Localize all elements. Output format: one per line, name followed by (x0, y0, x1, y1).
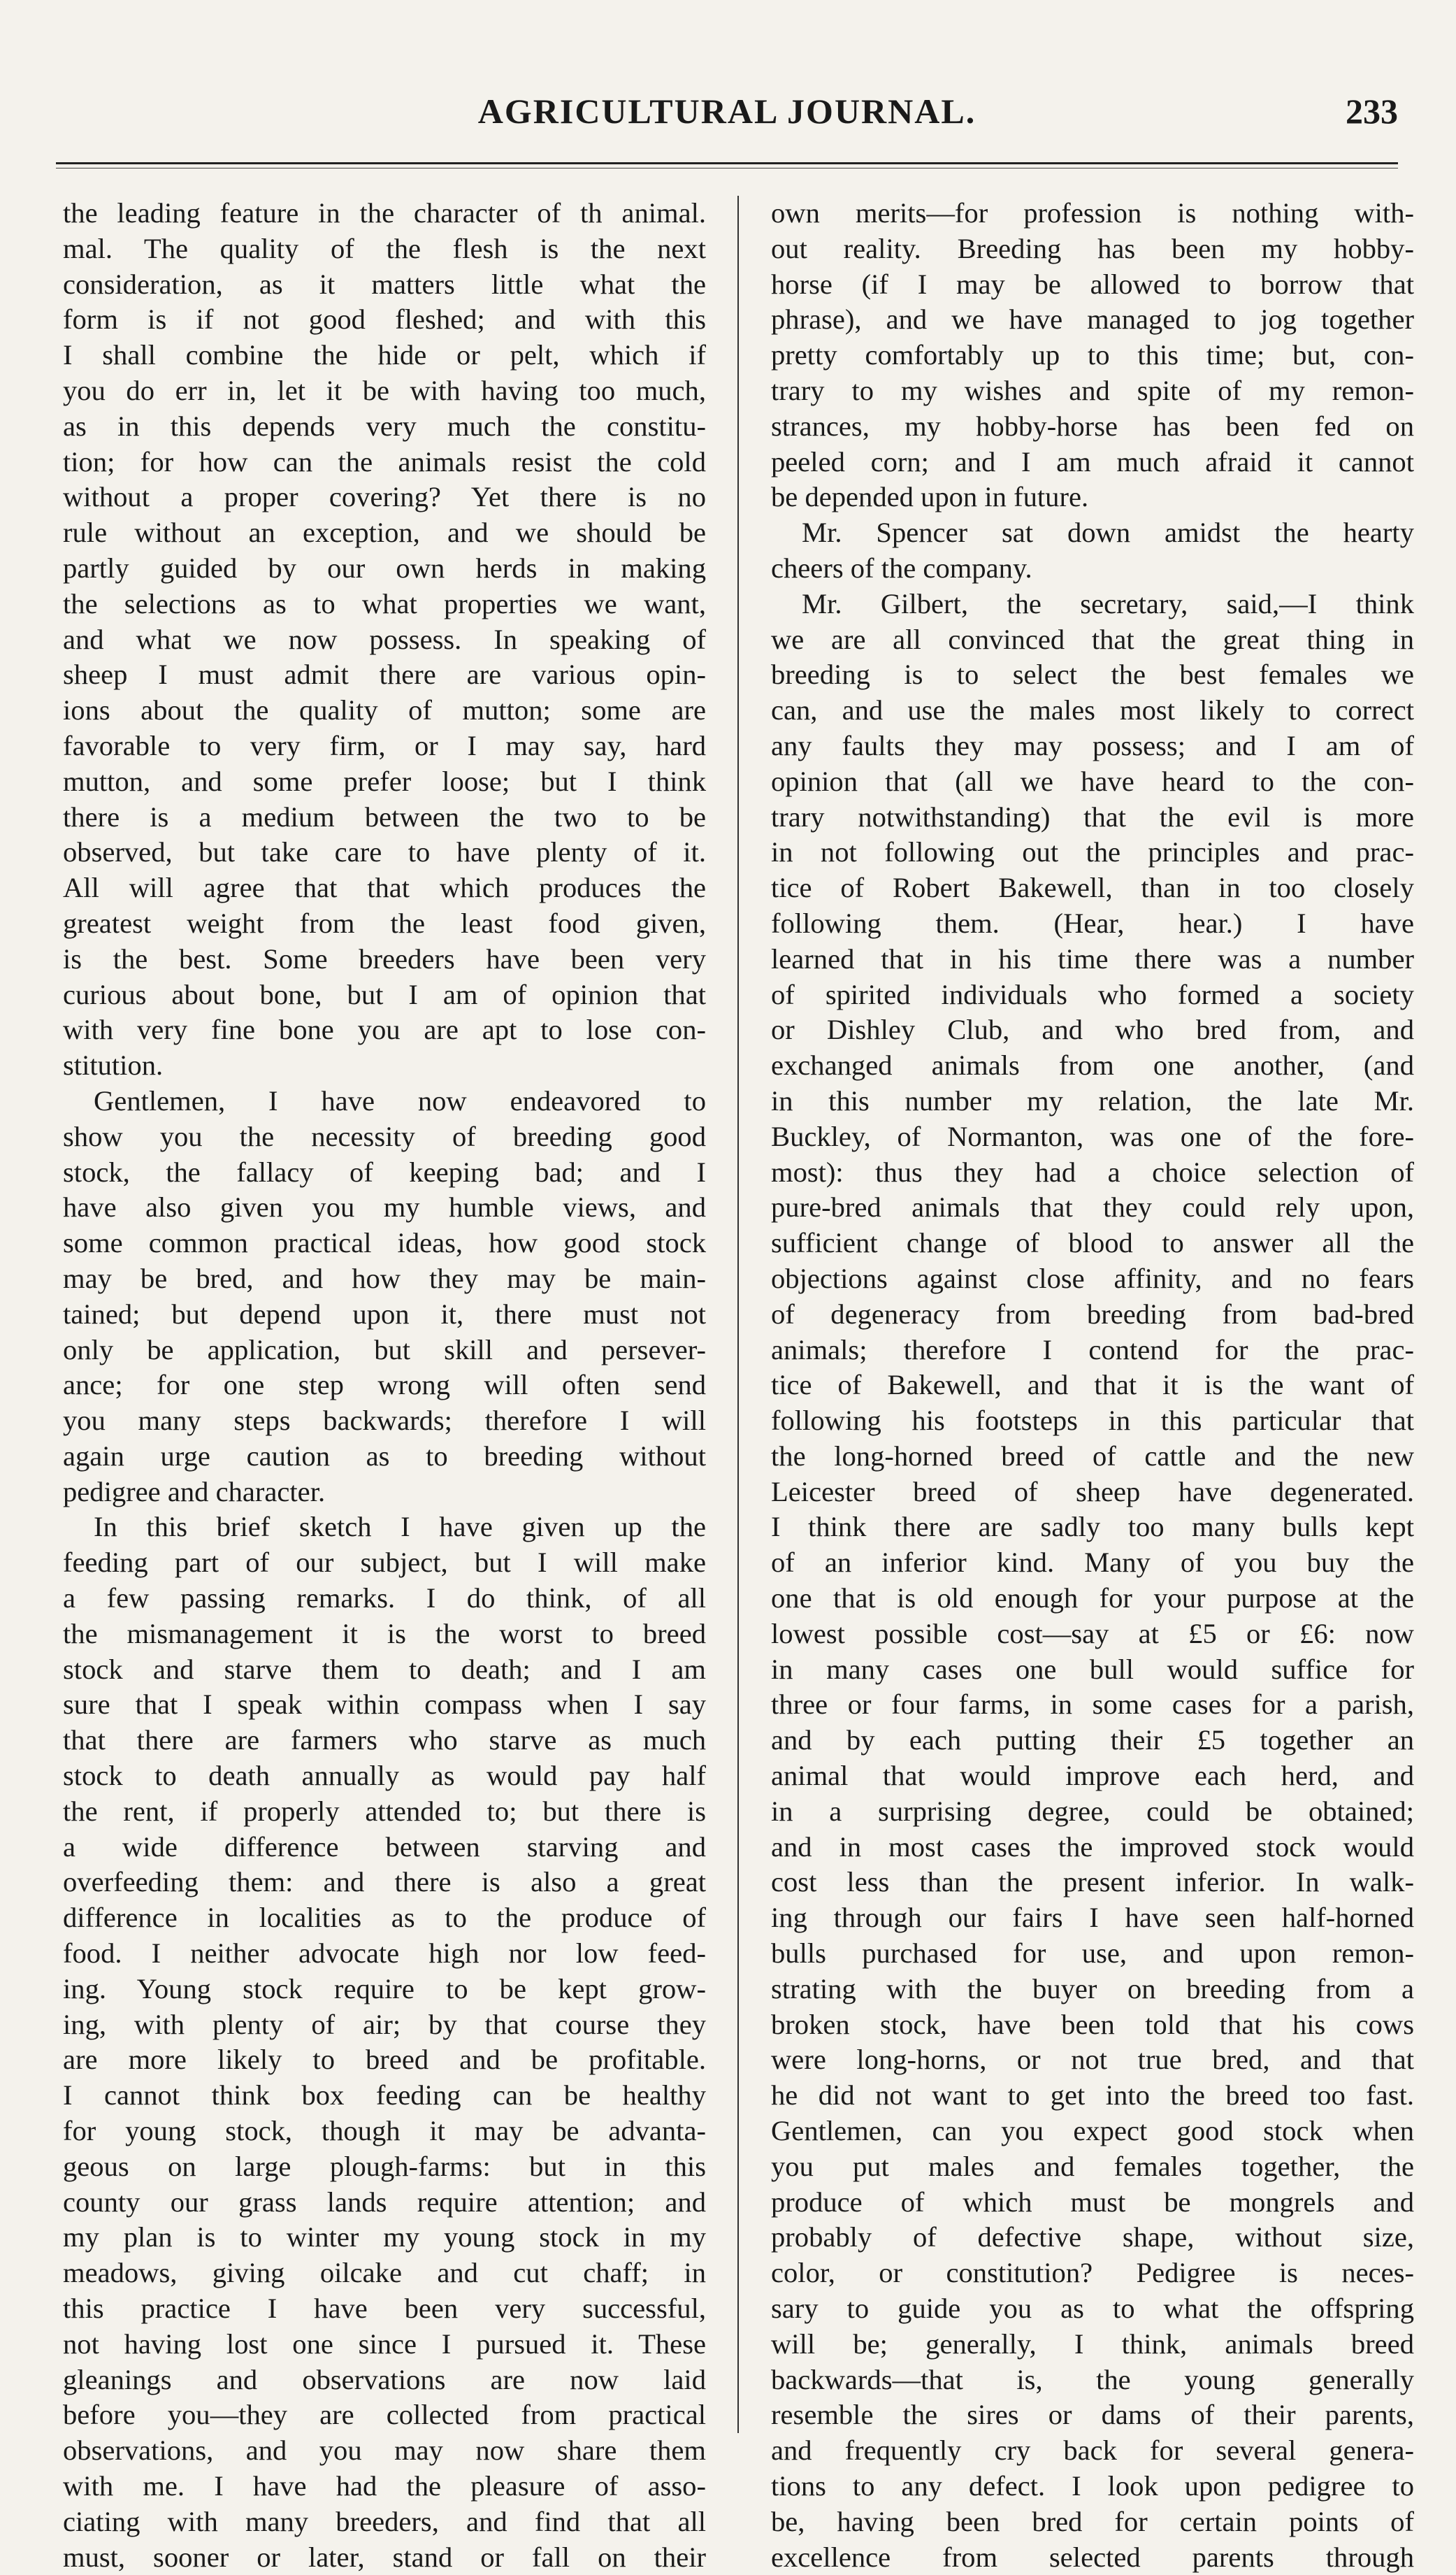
text-line: lowest possible cost—say at £5 or £6: now (771, 1617, 1414, 1649)
text-line: bulls purchased for use, and upon remon- (771, 1937, 1414, 1970)
text-line: pretty comfortably up to this time; but, con- (771, 339, 1414, 371)
text-line: in a surprising degree, could be obtained; (771, 1795, 1414, 1827)
text-line: for young stock, though it may be advanta- (63, 2115, 706, 2147)
text-line: phrase), and we have managed to jog together (771, 303, 1414, 336)
text-line: mutton, and some prefer loose; but I think (63, 765, 706, 797)
text-line: with very fine bone you are apt to lose con- (63, 1014, 706, 1046)
text-line: and what we now possess. In speaking of (63, 623, 706, 655)
running-head (56, 91, 1398, 147)
text-line: one that is old enough for your purpose at the (771, 1582, 1414, 1614)
text-line: ance; for one step wrong will often send (63, 1369, 706, 1401)
text-line: not having lost one since I pursued it. These (63, 2327, 706, 2360)
text-line: Gentlemen, can you expect good stock when (771, 2115, 1414, 2147)
text-line: I cannot think box feeding can be healthy (63, 2079, 706, 2111)
text-line: color, or constitution? Pedigree is neces- (771, 2257, 1414, 2289)
text-line: ing. Young stock require to be kept grow- (63, 1972, 706, 2004)
text-line: animals; therefore I contend for the prac- (771, 1333, 1414, 1365)
text-line: you many steps backwards; therefore I will (63, 1405, 706, 1437)
text-line: feeding part of our subject, but I will make (63, 1547, 706, 1579)
text-line: were long-horns, or not true bred, and that (771, 2044, 1414, 2076)
text-line: he did not want to get into the breed too fast. (771, 2079, 1414, 2111)
text-line: are more likely to breed and be profitable. (63, 2044, 706, 2076)
text-line: geous on large plough-farms: but in this (63, 2150, 706, 2182)
text-line: in this number my relation, the late Mr. (771, 1084, 1414, 1117)
text-line: before you—they are collected from practical (63, 2399, 706, 2431)
text-line: some common practical ideas, how good stock (63, 1227, 706, 1259)
text-line: animal that would improve each herd, and (771, 1760, 1414, 1792)
text-line: cheers of the company. (771, 552, 1032, 584)
text-line: favorable to very firm, or I may say, hard (63, 729, 706, 761)
text-line: Leicester breed of sheep have degenerated. (771, 1475, 1414, 1507)
text-line: ing, with plenty of air; by that course they (63, 2008, 706, 2040)
text-line: with me. I have had the pleasure of asso- (63, 2470, 706, 2502)
text-line: objections against close affinity, and no fears (771, 1262, 1414, 1294)
text-line: form is if not good fleshed; and with this (63, 303, 706, 336)
text-line: excellence from selected parents through (771, 2541, 1414, 2573)
text-line: Mr. Gilbert, the secretary, said,—I think (802, 587, 1414, 619)
text-line: peeled corn; and I am much afraid it cannot (771, 445, 1414, 478)
text-line: you put males and females together, the (771, 2150, 1414, 2182)
running-title: AGRICULTURAL JOURNAL. (477, 92, 976, 131)
text-line: strances, my hobby-horse has been fed on (771, 410, 1414, 442)
column-divider (737, 196, 739, 2433)
text-line: trary notwithstanding) that the evil is more (771, 801, 1414, 833)
text-line: and by each putting their £5 together an (771, 1724, 1414, 1756)
text-line: Buckley, of Normanton, was one of the fore- (771, 1120, 1414, 1152)
text-line: difference in localities as to the produce of (63, 1902, 706, 1934)
text-line: observations, and you may now share them (63, 2434, 706, 2467)
text-line: of an inferior kind. Many of you buy the (771, 1547, 1414, 1579)
text-line: ions about the quality of mutton; some are (63, 694, 706, 726)
text-line: I think there are sadly too many bulls kept (771, 1511, 1414, 1543)
text-line: broken stock, have been told that his cows (771, 2008, 1414, 2040)
text-line: in not following out the principles and prac- (771, 836, 1414, 868)
text-line: tained; but depend upon it, there must not (63, 1298, 706, 1330)
text-line: gleanings and observations are now laid (63, 2363, 706, 2395)
text-line: probably of defective shape, without size, (771, 2221, 1414, 2253)
text-line: partly guided by our own herds in making (63, 552, 706, 584)
text-line: meadows, giving oilcake and cut chaff; in (63, 2257, 706, 2289)
text-line: this practice I have been very successful, (63, 2293, 706, 2325)
text-line: and in most cases the improved stock would (771, 1830, 1414, 1863)
text-line: stock to death annually as would pay half (63, 1760, 706, 1792)
text-line: the rent, if properly attended to; but there is (63, 1795, 706, 1827)
text-line: again urge caution as to breeding without (63, 1440, 706, 1472)
text-line: in many cases one bull would suffice for (771, 1653, 1414, 1685)
text-line: breeding is to select the best females we (771, 659, 1414, 691)
text-line: ciating with many breeders, and find that all (63, 2505, 706, 2537)
text-line: pure-bred animals that they could rely upon, (771, 1191, 1414, 1224)
text-line: Gentlemen, I have now endeavored to (94, 1084, 706, 1117)
text-line: own merits—for profession is nothing with- (771, 197, 1414, 229)
text-line: most): thus they had a choice selection of (771, 1156, 1414, 1188)
text-line: we are all convinced that the great thing in (771, 623, 1414, 655)
text-line: trary to my wishes and spite of my remon- (771, 374, 1414, 406)
text-line: of spirited individuals who formed a society (771, 978, 1414, 1010)
text-line: resemble the sires or dams of their parents, (771, 2399, 1414, 2431)
text-line: overfeeding them: and there is also a great (63, 1866, 706, 1898)
text-line: sufficient change of blood to answer all the (771, 1227, 1414, 1259)
text-line: opinion that (all we have heard to the con- (771, 765, 1414, 797)
right-column (771, 196, 1414, 2573)
header-rule (56, 162, 1398, 168)
text-line: stock, the fallacy of keeping bad; and I (63, 1156, 706, 1188)
text-line: of degeneracy from breeding from bad-bred (771, 1298, 1414, 1330)
text-line: show you the necessity of breeding good (63, 1120, 706, 1152)
text-line: must, sooner or later, stand or fall on their (63, 2541, 706, 2573)
text-line: following them. (Hear, hear.) I have (771, 907, 1414, 939)
text-line: without a proper covering? Yet there is no (63, 481, 706, 513)
text-line: can, and use the males most likely to correct (771, 694, 1414, 726)
text-line: be depended upon in future. (771, 481, 1089, 513)
text-line: county our grass lands require attention; and (63, 2186, 706, 2218)
text-line: observed, but take care to have plenty of it. (63, 836, 706, 868)
text-line: I shall combine the hide or pelt, which if (63, 339, 706, 371)
left-column (63, 196, 706, 2573)
text-line: food. I neither advocate high nor low feed- (63, 1937, 706, 1970)
text-line: will be; generally, I think, animals breed (771, 2327, 1414, 2360)
text-line: following his footsteps in this particular that (771, 1405, 1414, 1437)
text-line: All will agree that that which produces the (63, 872, 706, 904)
text-line: and frequently cry back for several genera- (771, 2434, 1414, 2467)
text-line: have also given you my humble views, and (63, 1191, 706, 1224)
text-line: three or four farms, in some cases for a parish, (771, 1688, 1414, 1721)
text-line: my plan is to winter my young stock in my (63, 2221, 706, 2253)
text-line: you do err in, let it be with having too much, (63, 374, 706, 406)
text-line: the mismanagement it is the worst to breed (63, 1617, 706, 1649)
text-line: sure that I speak within compass when I say (63, 1688, 706, 1721)
text-line: Mr. Spencer sat down amidst the hearty (802, 517, 1414, 549)
text-line: a wide difference between starving and (63, 1830, 706, 1863)
text-line: the long-horned breed of cattle and the new (771, 1440, 1414, 1472)
text-line: stock and starve them to death; and I am (63, 1653, 706, 1685)
text-line: tion; for how can the animals resist the cold (63, 445, 706, 478)
text-line: backwards—that is, the young generally (771, 2363, 1414, 2395)
text-line: tice of Bakewell, and that it is the want of (771, 1369, 1414, 1401)
text-line: the selections as to what properties we want, (63, 587, 706, 619)
text-line: ing through our fairs I have seen half-horned (771, 1902, 1414, 1934)
text-line: curious about bone, but I am of opinion that (63, 978, 706, 1010)
text-line: exchanged animals from one another, (and (771, 1049, 1414, 1082)
text-line: sheep I must admit there are various opin- (63, 659, 706, 691)
text-line: stitution. (63, 1049, 164, 1082)
text-line: pedigree and character. (63, 1475, 326, 1507)
text-line: horse (if I may be allowed to borrow that (771, 268, 1414, 300)
text-line: learned that in his time there was a number (771, 942, 1414, 975)
text-line: may be bred, and how they may be main- (63, 1262, 706, 1294)
text-line: be, having been bred for certain points of (771, 2505, 1414, 2537)
page-number: 233 (1346, 92, 1398, 131)
text-line: produce of which must be mongrels and (771, 2186, 1414, 2218)
text-line: any faults they may possess; and I am of (771, 729, 1414, 761)
text-line: as in this depends very much the constitu- (63, 410, 706, 442)
text-line: mal. The quality of the flesh is the next (63, 232, 706, 264)
text-line: cost less than the present inferior. In walk- (771, 1866, 1414, 1898)
text-line: In this brief sketch I have given up the (94, 1511, 706, 1543)
text-line: out reality. Breeding has been my hobby- (771, 232, 1414, 264)
text-line: only be application, but skill and persever- (63, 1333, 706, 1365)
text-line: strating with the buyer on breeding from a (771, 1972, 1414, 2004)
text-line: there is a medium between the two to be (63, 801, 706, 833)
text-line: consideration, as it matters little what the (63, 268, 706, 300)
text-line: a few passing remarks. I do think, of all (63, 1582, 706, 1614)
text-line: sary to guide you as to what the offspring (771, 2293, 1414, 2325)
text-line: that there are farmers who starve as much (63, 1724, 706, 1756)
text-line: rule without an exception, and we should be (63, 517, 706, 549)
text-line: tions to any defect. I look upon pedigree to (771, 2470, 1414, 2502)
text-line: is the best. Some breeders have been very (63, 942, 706, 975)
text-line: greatest weight from the least food given, (63, 907, 706, 939)
text-line: tice of Robert Bakewell, than in too closely (771, 872, 1414, 904)
text-line: the leading feature in the character of th animal. (63, 197, 706, 229)
text-line: or Dishley Club, and who bred from, and (771, 1014, 1414, 1046)
